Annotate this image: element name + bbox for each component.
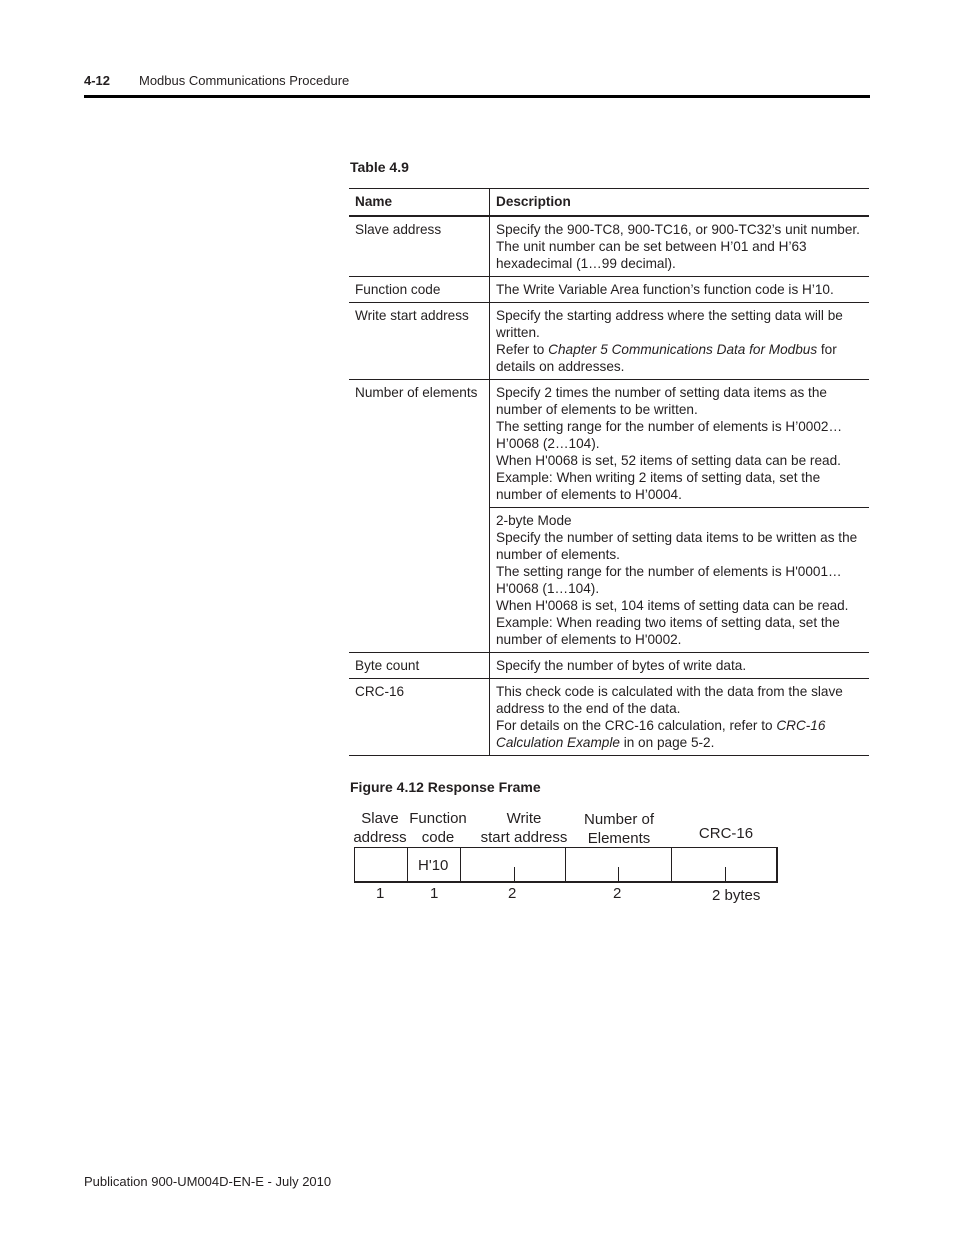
reference-link-text: CRC-16 Calculation Example <box>496 718 826 750</box>
description-line: Specify 2 times the number of setting data items as the number of elements to be written. <box>496 385 827 417</box>
row-description <box>490 679 870 756</box>
column-header-description: Description <box>490 189 870 217</box>
row-description <box>490 277 870 303</box>
description-line: Specify the number of setting data items to be written as the number of elements. <box>496 530 858 562</box>
row-name: CRC-16 <box>349 679 490 756</box>
reference-link-text: Chapter 5 Communications Data for Modbus <box>548 342 818 357</box>
row-name: Write start address <box>349 303 490 380</box>
description-reference <box>496 341 863 375</box>
field-label-function-code: Function code <box>409 810 467 846</box>
reference-suffix: in on page 5-2. <box>619 735 715 750</box>
response-frame-diagram <box>340 805 800 915</box>
figure-caption: Figure 4.12 Response Frame <box>350 779 541 795</box>
description-reference <box>496 717 863 751</box>
field-divider <box>671 847 672 883</box>
description-line: The setting range for the number of elements is H'0001…H'0068 (1…104). <box>496 564 842 596</box>
table-row <box>349 277 869 303</box>
table-row <box>349 679 869 756</box>
row-description <box>490 508 870 653</box>
table-header-row <box>349 189 869 217</box>
row-name: Slave address <box>349 216 490 277</box>
description-line: Example: When reading two items of setting data, set the number of elements to H'0002. <box>496 615 840 647</box>
description-line: The unit number can be set between H’01 and H’63 hexadecimal (1…99 decimal). <box>496 239 807 271</box>
row-description <box>490 216 870 277</box>
parameter-table <box>349 188 869 756</box>
row-description <box>490 380 870 508</box>
row-name <box>349 508 490 653</box>
description-line: Specify the number of bytes of write data. <box>496 658 747 673</box>
description-line: The Write Variable Area function’s function code is H’10. <box>496 282 834 297</box>
row-name: Function code <box>349 277 490 303</box>
byte-tick <box>618 867 619 881</box>
description-line: This check code is calculated with the data from the slave address to the end of the data. <box>496 684 843 716</box>
byte-tick <box>514 867 515 881</box>
field-divider <box>460 847 461 883</box>
field-label-number-of-elements: Number of Elements <box>583 811 655 847</box>
description-line: When H'0068 is set, 52 items of setting data can be read. <box>496 453 841 468</box>
function-code-value: H'10 <box>418 857 449 874</box>
description-line: Example: When writing 2 items of setting data, set the number of elements to H’0004. <box>496 470 821 502</box>
description-line: When H'0068 is set, 104 items of setting data can be read. <box>496 598 849 613</box>
field-label-write-start-address: Write start address <box>480 810 568 846</box>
table-row <box>349 653 869 679</box>
byte-count-slave-address: 1 <box>376 885 385 902</box>
description-line: Specify the starting address where the setting data will be written. <box>496 308 843 340</box>
reference-suffix: for details on addresses. <box>496 342 837 374</box>
byte-count-write-start-address: 2 <box>508 885 517 902</box>
reference-prefix: For details on the CRC-16 calculation, refer to <box>496 718 777 733</box>
row-name: Number of elements <box>349 380 490 508</box>
page-number: 4-12 <box>84 73 111 88</box>
byte-tick <box>725 867 726 881</box>
byte-count-crc-16: 2 bytes <box>712 887 761 904</box>
reference-prefix: Refer to <box>496 342 549 357</box>
description-line: The setting range for the number of elements is H’0002…H’0068 (2…104). <box>496 419 843 451</box>
table-row <box>349 508 869 653</box>
row-description <box>490 653 870 679</box>
table-row <box>349 216 869 277</box>
section-title: Modbus Communications Procedure <box>139 73 350 88</box>
field-label-crc-16: CRC-16 <box>698 825 754 842</box>
description-line: Specify the 900-TC8, 900-TC16, or 900-TC32’s unit number. <box>496 222 860 237</box>
table-caption: Table 4.9 <box>350 159 409 175</box>
publication-footer: Publication 900-UM004D-EN-E - July 2010 <box>84 1174 332 1189</box>
header-rule <box>84 95 870 98</box>
description-line: 2-byte Mode <box>496 513 572 528</box>
column-header-name: Name <box>349 189 490 217</box>
table-row <box>349 380 869 508</box>
row-name: Byte count <box>349 653 490 679</box>
field-divider <box>565 847 566 883</box>
row-description <box>490 303 870 380</box>
table-row <box>349 303 869 380</box>
byte-count-function-code: 1 <box>430 885 439 902</box>
byte-count-number-of-elements: 2 <box>613 885 622 902</box>
field-label-slave-address: Slave address <box>353 810 407 846</box>
field-divider <box>407 847 408 883</box>
